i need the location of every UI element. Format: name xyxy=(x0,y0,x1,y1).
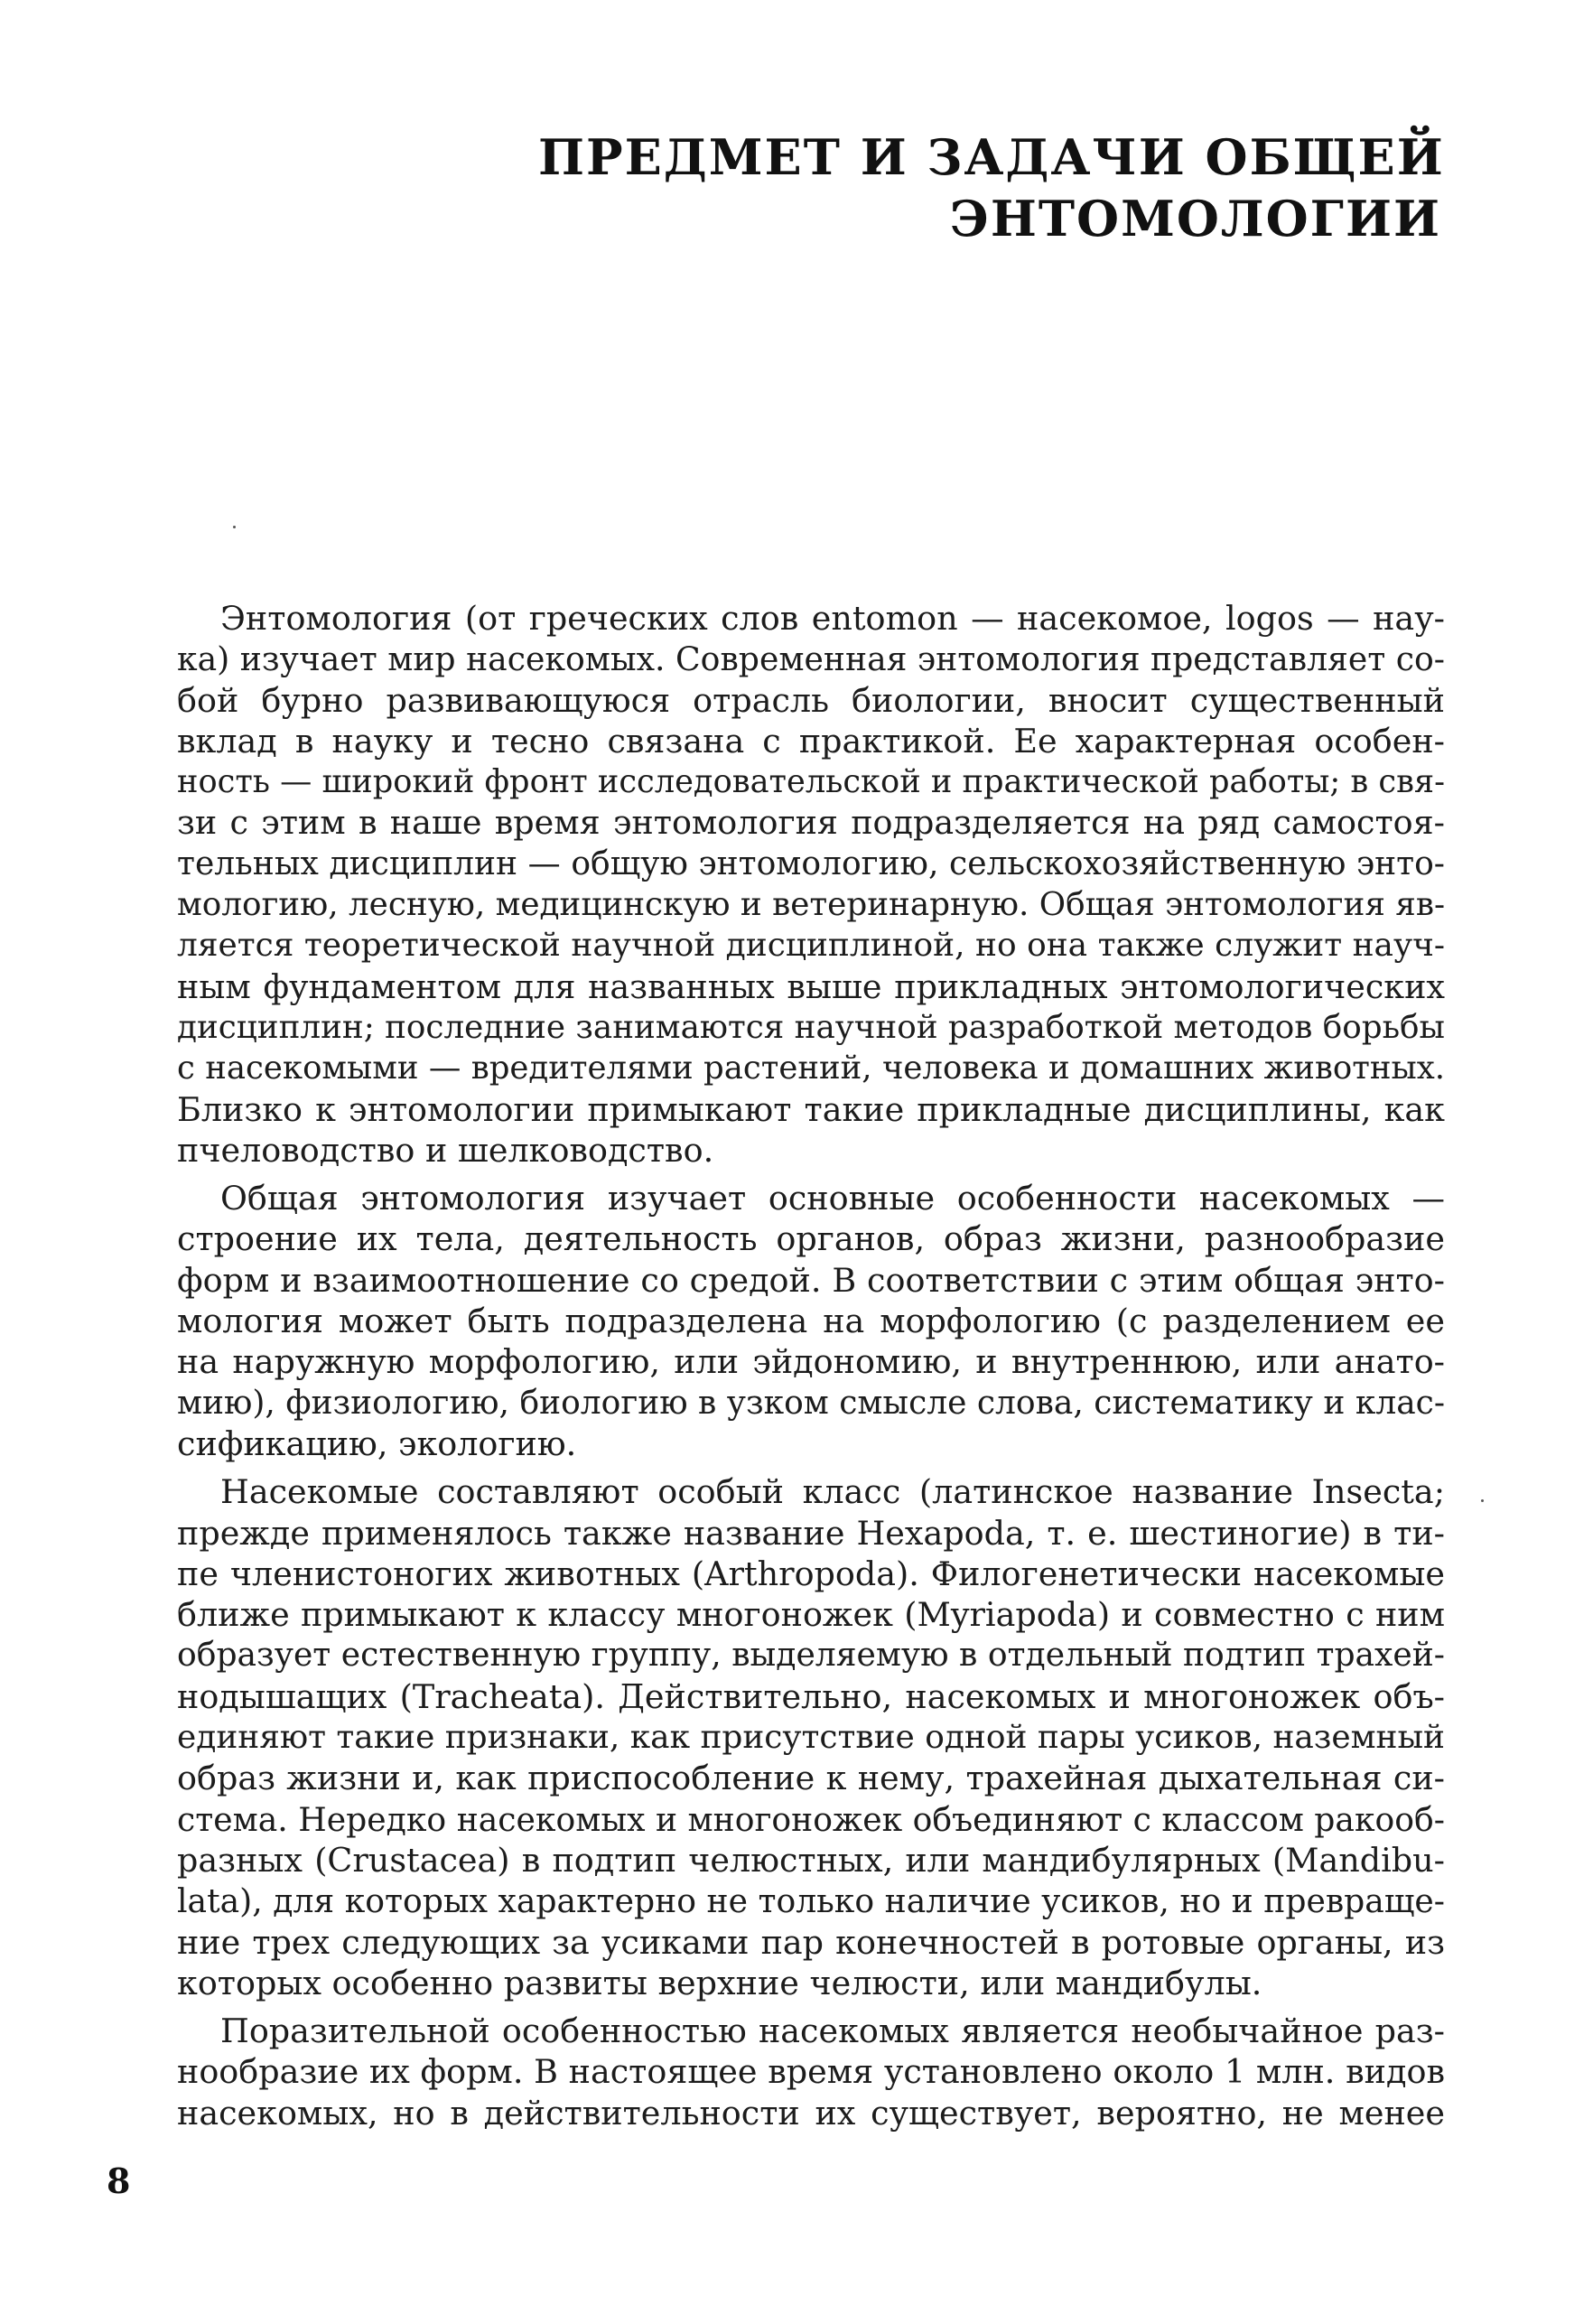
text-line: Поразительной особенностью насекомых является необычайное раз- xyxy=(220,2011,1445,2051)
paragraph-2 xyxy=(177,1178,1445,1464)
text-line: Близко к энтомологии примыкают такие прикладные дисциплины, как xyxy=(177,1089,1445,1129)
chapter-title-line-1: ПРЕДМЕТ И ЗАДАЧИ ОБЩЕЙ xyxy=(538,128,1445,186)
text-line: ным фундаментом для названных выше прикладных энтомологических xyxy=(177,966,1445,1006)
chapter-title xyxy=(538,126,1445,249)
text-line: бой бурно развивающуюся отрасль биологии, вносит существенный xyxy=(177,680,1445,720)
text-line: образует естественную группу, выделяемую в отдельный подтип трахей- xyxy=(177,1636,1445,1675)
text-line: ние трех следующих за усиками пар конечностей в ротовые органы, из xyxy=(177,1922,1445,1962)
text-line: ка) изучает мир насекомых. Современная энтомология представляет со- xyxy=(177,639,1445,679)
text-line: Насекомые составляют особый класс (латинское название Insecta; xyxy=(220,1472,1445,1512)
text-line: нообразие их форм. В настоящее время установлено около 1 млн. видов xyxy=(177,2052,1445,2092)
text-line: дисциплин; последние занимаются научной разработкой методов борьбы xyxy=(177,1008,1445,1046)
text-line: ность — широкий фронт исследовательской и практической работы; в свя- xyxy=(177,763,1445,801)
chapter-title-line-2: ЭНТОМОЛОГИИ xyxy=(949,190,1441,247)
text-line: образ жизни и, как приспособление к нему, трахейная дыхательная си- xyxy=(177,1759,1445,1798)
text-line: единяют такие признаки, как присутствие одной пары усиков, наземный xyxy=(177,1719,1445,1757)
text-line: стема. Нередко насекомых и многоножек объединяют с классом ракооб- xyxy=(177,1799,1445,1839)
text-line: строение их тела, деятельность органов, образ жизни, разнообразие xyxy=(177,1219,1445,1259)
text-line: пчеловодство и шелководство. xyxy=(177,1130,714,1170)
text-line: насекомых, но в действительности их существует, вероятно, не менее xyxy=(177,2093,1445,2133)
text-line: вклад в науку и тесно связана с практикой. Ее характерная особен- xyxy=(177,721,1445,761)
text-line: прежде применялось также название Hexapoda, т. е. шестиногие) в ти- xyxy=(177,1513,1445,1553)
text-line: ближе примыкают к классу многоножек (Myriapoda) и совместно с ним xyxy=(177,1595,1445,1635)
text-line: сификацию, экологию. xyxy=(177,1423,577,1463)
text-line: форм и взаимоотношение со средой. В соответствии с этим общая энто- xyxy=(177,1260,1445,1300)
text-line: нодышащих (Tracheata). Действительно, насекомых и многоножек объ- xyxy=(177,1676,1445,1716)
text-line: пе членистоногих животных (Arthropoda). Филогенетически насекомые xyxy=(177,1554,1445,1593)
text-line: зи с этим в наше время энтомология подразделяется на ряд самостоя- xyxy=(177,803,1445,843)
text-line: Энтомология (от греческих слов entomon — насекомое, logos — нау- xyxy=(220,599,1445,638)
text-line: с насекомыми — вредителями растений, человека и домашних животных. xyxy=(177,1050,1445,1087)
body-text xyxy=(177,598,1445,2133)
paragraph-1 xyxy=(177,598,1445,1171)
text-line: на наружную морфологию, или эйдономию, и внутреннюю, или анато- xyxy=(177,1342,1445,1382)
print-speck xyxy=(233,526,236,528)
paragraph-3 xyxy=(177,1471,1445,2003)
text-line: разных (Crustacea) в подтип челюстных, или мандибулярных (Mandibu- xyxy=(177,1840,1445,1880)
text-line: ляется теоретической научной дисциплиной, но она также служит науч- xyxy=(177,927,1445,965)
text-line: мология может быть подразделена на морфологию (с разделением ее xyxy=(177,1302,1445,1341)
text-line: Общая энтомология изучает основные особенности насекомых — xyxy=(220,1179,1445,1218)
text-line: мию), физиологию, биологию в узком смысле слова, систематику и клас- xyxy=(177,1384,1445,1422)
text-line: мологию, лесную, медицинскую и ветеринарную. Общая энтомология яв- xyxy=(177,886,1446,924)
text-line: lata), для которых характерно не только наличие усиков, но и превраще- xyxy=(177,1881,1445,1921)
text-line: тельных дисциплин — общую энтомологию, сельскохозяйственную энто- xyxy=(177,844,1445,882)
print-speck xyxy=(1481,1499,1484,1502)
text-line: которых особенно развиты верхние челюсти, или мандибулы. xyxy=(177,1963,1262,2002)
page-number: 8 xyxy=(107,2161,131,2201)
paragraph-4 xyxy=(177,2011,1445,2133)
